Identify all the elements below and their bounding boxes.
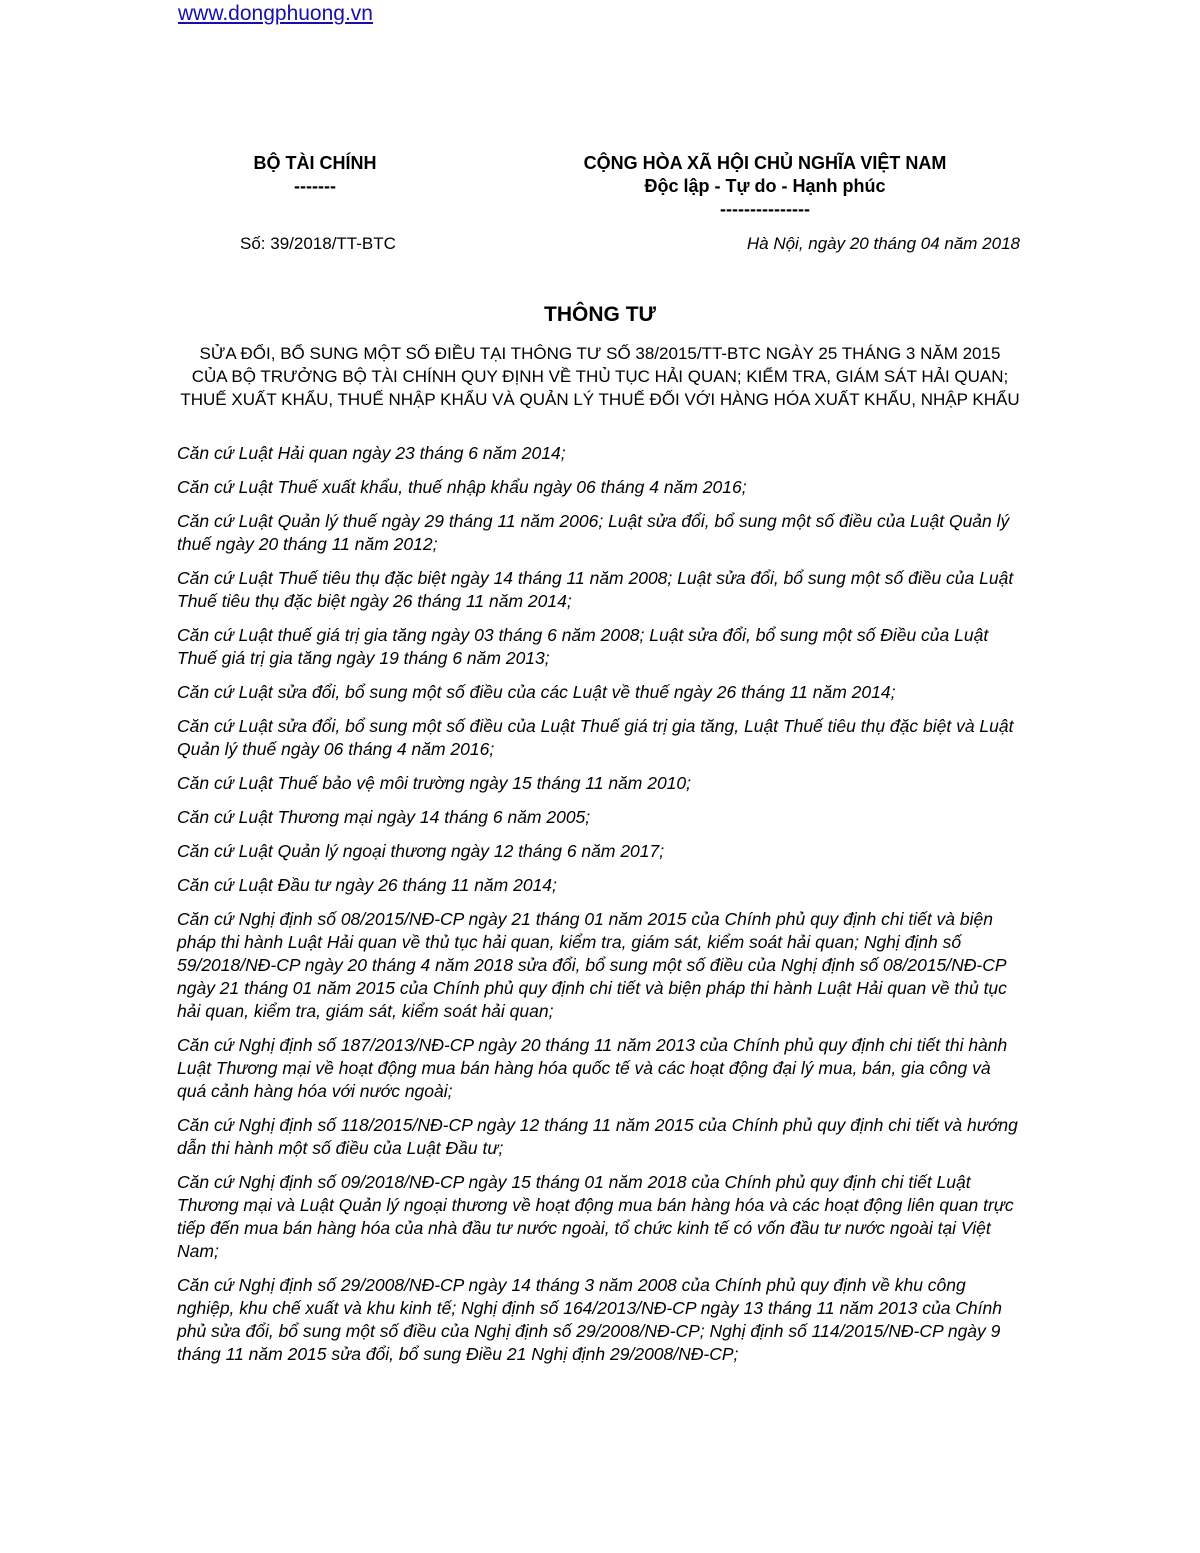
document-number: Số: 39/2018/TT-BTC — [240, 234, 396, 253]
legal-basis-item: Căn cứ Luật Hải quan ngày 23 tháng 6 năm 2014; — [177, 443, 566, 463]
legal-basis-item: Căn cứ Luật Thuế tiêu thụ đặc biệt ngày 14 tháng 11 năm 2008; Luật sửa đổi, bổ sung một số điều của Luật Thuế tiêu thụ đặc biệt ngày 26 tháng 11 năm 2014; — [177, 568, 1014, 611]
legal-basis-item: Căn cứ Luật Thuế xuất khẩu, thuế nhập khẩu ngày 06 tháng 4 năm 2016; — [177, 477, 747, 497]
agency-divider: ------- — [294, 176, 336, 196]
legal-basis-item: Căn cứ Luật Quản lý thuế ngày 29 tháng 11 năm 2006; Luật sửa đổi, bổ sung một số điều của Luật Quản lý thuế ngày 20 tháng 11 năm 2012; — [177, 511, 1010, 554]
legal-basis-item: Căn cứ Luật Quản lý ngoại thương ngày 12 tháng 6 năm 2017; — [177, 841, 665, 861]
document-title: THÔNG TƯ — [544, 303, 656, 326]
legal-basis-item: Căn cứ Luật Thuế bảo vệ môi trường ngày 15 tháng 11 năm 2010; — [177, 773, 692, 793]
legal-basis-item: Căn cứ Luật sửa đổi, bổ sung một số điều của các Luật về thuế ngày 26 tháng 11 năm 2014; — [177, 682, 896, 702]
national-name: CỘNG HÒA XÃ HỘI CHỦ NGHĨA VIỆT NAM — [583, 153, 947, 173]
legal-basis-item: Căn cứ Luật sửa đổi, bổ sung một số điều của Luật Thuế giá trị gia tăng, Luật Thuế tiêu thụ đặc biệt và Luật Quản lý thuế ngày 06 tháng 4 năm 2016; — [177, 716, 1014, 759]
legal-basis-item: Căn cứ Nghị định số 08/2015/NĐ-CP ngày 21 tháng 01 năm 2015 của Chính phủ quy định chi tiết và biện pháp thi hành Luật Hải quan về thủ tục hải quan, kiểm tra, giám sát, kiểm soát hải quan; Nghị định số 59/2018/NĐ-CP ngày 20 tháng 4 năm 2018 sửa đổi, bổ sung một số điều của Nghị định số 08/2015/NĐ-CP ngày 21 tháng 01 năm 2015 của Chính phủ quy định chi tiết và biện pháp thi hành Luật Hải quan về thủ tục hải quan, kiểm tra, giám sát, kiểm soát hải quan; — [177, 909, 1007, 1021]
legal-basis-list — [177, 442, 1023, 1377]
national-motto: Độc lập - Tự do - Hạnh phúc — [644, 176, 886, 196]
issuing-agency-block — [200, 152, 430, 198]
national-heading-block — [520, 152, 1010, 221]
legal-basis-item: Căn cứ Luật thuế giá trị gia tăng ngày 03 tháng 6 năm 2008; Luật sửa đổi, bổ sung một số Điều của Luật Thuế giá trị gia tăng ngày 19 tháng 6 năm 2013; — [177, 625, 989, 668]
issuing-agency: BỘ TÀI CHÍNH — [253, 153, 377, 173]
legal-basis-item: Căn cứ Nghị định số 118/2015/NĐ-CP ngày 12 tháng 11 năm 2015 của Chính phủ quy định chi tiết và hướng dẫn thi hành một số điều của Luật Đầu tư; — [177, 1115, 1018, 1158]
legal-basis-item: Căn cứ Luật Đầu tư ngày 26 tháng 11 năm 2014; — [177, 875, 557, 895]
legal-basis-item: Căn cứ Luật Thương mại ngày 14 tháng 6 năm 2005; — [177, 807, 591, 827]
document-date: Hà Nội, ngày 20 tháng 04 năm 2018 — [746, 234, 1020, 253]
motto-divider: --------------- — [720, 199, 810, 219]
legal-basis-item: Căn cứ Nghị định số 29/2008/NĐ-CP ngày 14 tháng 3 năm 2008 của Chính phủ quy định về khu công nghiệp, khu chế xuất và khu kinh tế; Nghị định số 164/2013/NĐ-CP ngày 13 tháng 11 năm 2013 của Chính phủ sửa đổi, bổ sung một số điều của Nghị định số 29/2008/NĐ-CP; Nghị định số 114/2015/NĐ-CP ngày 9 tháng 11 năm 2015 sửa đổi, bổ sung Điều 21 Nghị định 29/2008/NĐ-CP; — [177, 1275, 1002, 1364]
site-link[interactable]: www.dongphuong.vn — [178, 2, 373, 25]
legal-basis-item: Căn cứ Nghị định số 187/2013/NĐ-CP ngày 20 tháng 11 năm 2013 của Chính phủ quy định chi tiết thi hành Luật Thương mại về hoạt động mua bán hàng hóa quốc tế và các hoạt động đại lý mua, bán, gia công và quá cảnh hàng hóa với nước ngoài; — [177, 1035, 1008, 1101]
document-subtitle: SỬA ĐỔI, BỔ SUNG MỘT SỐ ĐIỀU TẠI THÔNG TƯ SỐ 38/2015/TT-BTC NGÀY 25 THÁNG 3 NĂM 2015 CỦA BỘ TRƯỞNG BỘ TÀI CHÍNH QUY ĐỊNH VỀ THỦ TỤC HẢI QUAN; KIỂM TRA, GIÁM SÁT HẢI QUAN; THUẾ XUẤT KHẨU, THUẾ NHẬP KHẨU VÀ QUẢN LÝ THUẾ ĐỐI VỚI HÀNG HÓA XUẤT KHẨU, NHẬP KHẨU — [180, 344, 1020, 409]
legal-basis-item: Căn cứ Nghị định số 09/2018/NĐ-CP ngày 15 tháng 01 năm 2018 của Chính phủ quy định chi tiết Luật Thương mại và Luật Quản lý ngoại thương về hoạt động mua bán hàng hóa và các hoạt động liên quan trực tiếp đến mua bán hàng hóa của nhà đầu tư nước ngoài, tổ chức kinh tế có vốn đầu tư nước ngoài tại Việt Nam; — [177, 1172, 1014, 1261]
